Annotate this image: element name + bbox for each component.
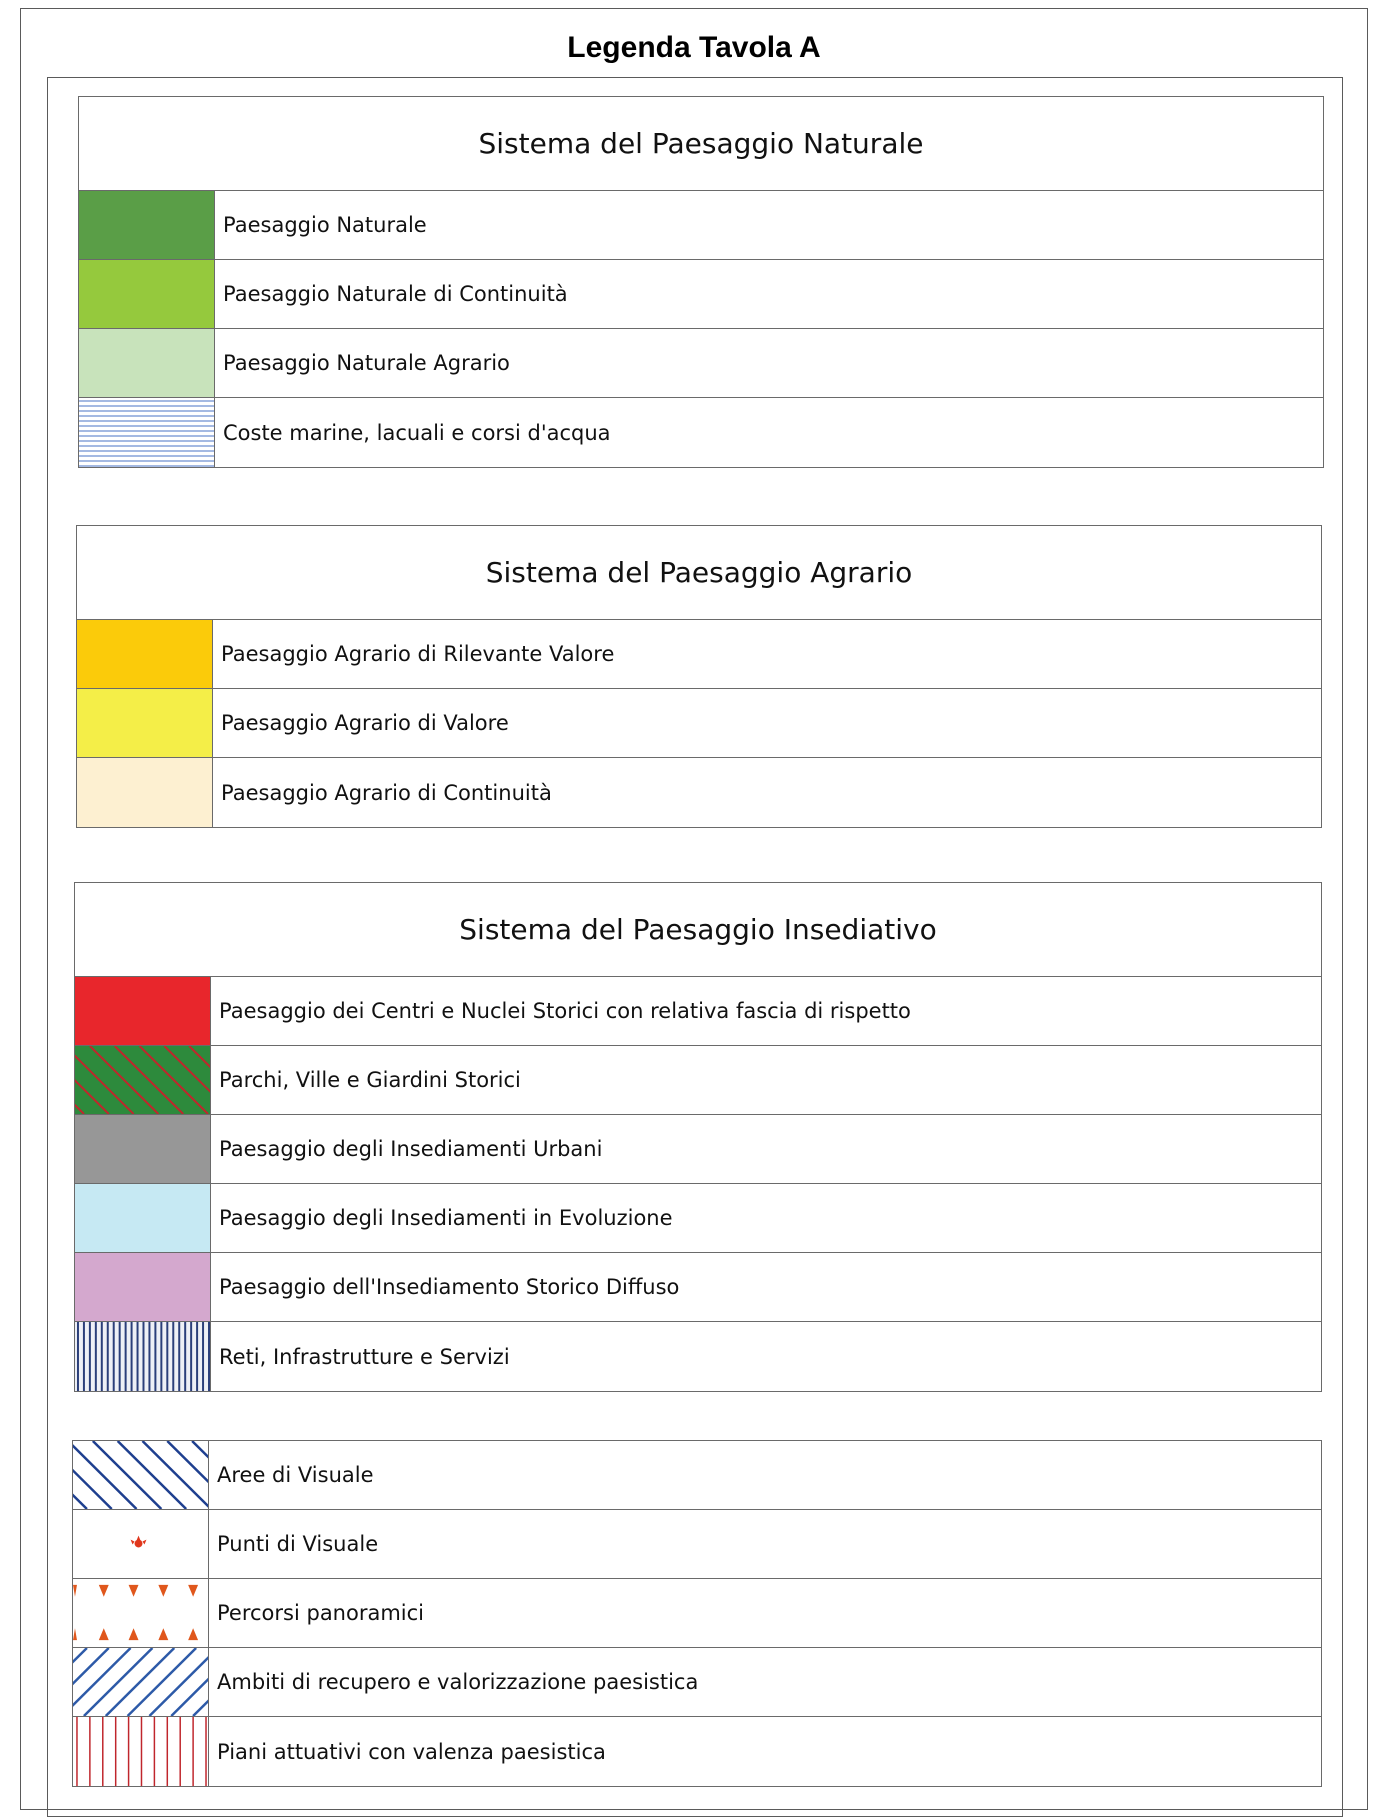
horizontal-lines-pattern-icon: [79, 398, 214, 467]
legend-row: [77, 620, 1321, 689]
legend-label: Paesaggio degli Insediamenti in Evoluzione: [219, 1206, 673, 1230]
section-paesaggio-agrario: [76, 525, 1322, 828]
legend-title: Legenda Tavola A: [567, 31, 821, 64]
legend-label: Paesaggio Naturale Agrario: [223, 351, 510, 375]
legend-row: [75, 1046, 1321, 1115]
legend-row: [73, 1579, 1321, 1648]
legend-label: Paesaggio Agrario di Valore: [221, 711, 509, 735]
swatch-agrario-rilevante-valore: [77, 620, 213, 688]
legend-label: Reti, Infrastrutture e Servizi: [219, 1344, 510, 1369]
vertical-lines-pattern-icon: [75, 1322, 210, 1391]
legend-label: Punti di Visuale: [217, 1532, 379, 1556]
legend-row: [75, 1115, 1321, 1184]
section-paesaggio-naturale: [78, 96, 1324, 468]
legend-label: Paesaggio Agrario di Rilevante Valore: [221, 642, 615, 666]
legend-label: Percorsi panoramici: [217, 1601, 425, 1625]
legend-row: [75, 1253, 1321, 1322]
swatch-paesaggio-naturale: [79, 191, 215, 259]
legend-row: [77, 758, 1321, 827]
legend-label: Paesaggio Naturale di Continuità: [223, 282, 568, 306]
legend-row: [73, 1648, 1321, 1717]
green-red-hatch-pattern-icon: [75, 1046, 210, 1114]
legend-row: [75, 977, 1321, 1046]
section-heading: Sistema del Paesaggio Agrario: [77, 526, 1321, 620]
legend-row: [73, 1717, 1321, 1786]
section-heading: Sistema del Paesaggio Naturale: [79, 97, 1323, 191]
legend-row: [79, 260, 1323, 329]
swatch-reti-infrastrutture: [75, 1322, 211, 1391]
legend-label: Piani attuativi con valenza paesistica: [217, 1739, 606, 1764]
swatch-aree-visuale: [73, 1441, 209, 1509]
section-heading: Sistema del Paesaggio Insediativo: [75, 883, 1321, 977]
legend-label: Paesaggio Naturale: [223, 213, 427, 237]
legend-label: Paesaggio dell'Insediamento Storico Diffuso: [219, 1275, 680, 1299]
legend-label: Ambiti di recupero e valorizzazione paesistica: [217, 1670, 699, 1694]
legend-label: Paesaggio Agrario di Continuità: [221, 780, 552, 805]
swatch-centri-storici: [75, 977, 211, 1045]
viewpoint-marker-icon: [73, 1510, 208, 1578]
swatch-insediamento-storico-diffuso: [75, 1253, 211, 1321]
legend-label: Parchi, Ville e Giardini Storici: [219, 1068, 521, 1092]
legend-row: [79, 329, 1323, 398]
red-vertical-lines-icon: [73, 1717, 208, 1786]
swatch-percorsi-panoramici: [73, 1579, 209, 1647]
swatch-paesaggio-naturale-agrario: [79, 329, 215, 397]
legend-row: [79, 398, 1323, 467]
legend-label: Coste marine, lacuali e corsi d'acqua: [223, 420, 611, 445]
diagonal-hatch-up-icon: [73, 1648, 208, 1716]
legend-row: [73, 1441, 1321, 1510]
legend-row: [77, 689, 1321, 758]
legend-label: Paesaggio dei Centri e Nuclei Storici con relativa fascia di rispetto: [219, 999, 911, 1023]
swatch-agrario-valore: [77, 689, 213, 757]
legend-row: [75, 1184, 1321, 1253]
swatch-punti-visuale: [73, 1510, 209, 1578]
swatch-insediamenti-urbani: [75, 1115, 211, 1183]
swatch-piani-attuativi: [73, 1717, 209, 1786]
section-visuali: [72, 1440, 1322, 1787]
legend-label: Paesaggio degli Insediamenti Urbani: [219, 1137, 603, 1161]
swatch-parchi-ville: [75, 1046, 211, 1114]
swatch-coste-marine: [79, 398, 215, 467]
diagonal-hatch-down-icon: [73, 1441, 208, 1509]
legend-label: Aree di Visuale: [217, 1463, 374, 1487]
swatch-agrario-continuita: [77, 758, 213, 827]
panoramic-route-arrows-icon: [73, 1579, 208, 1647]
swatch-paesaggio-naturale-continuita: [79, 260, 215, 328]
legend-row: [73, 1510, 1321, 1579]
section-paesaggio-insediativo: [74, 882, 1322, 1392]
legend-row: [75, 1322, 1321, 1391]
legend-row: [79, 191, 1323, 260]
swatch-ambiti-recupero: [73, 1648, 209, 1716]
swatch-insediamenti-evoluzione: [75, 1184, 211, 1252]
